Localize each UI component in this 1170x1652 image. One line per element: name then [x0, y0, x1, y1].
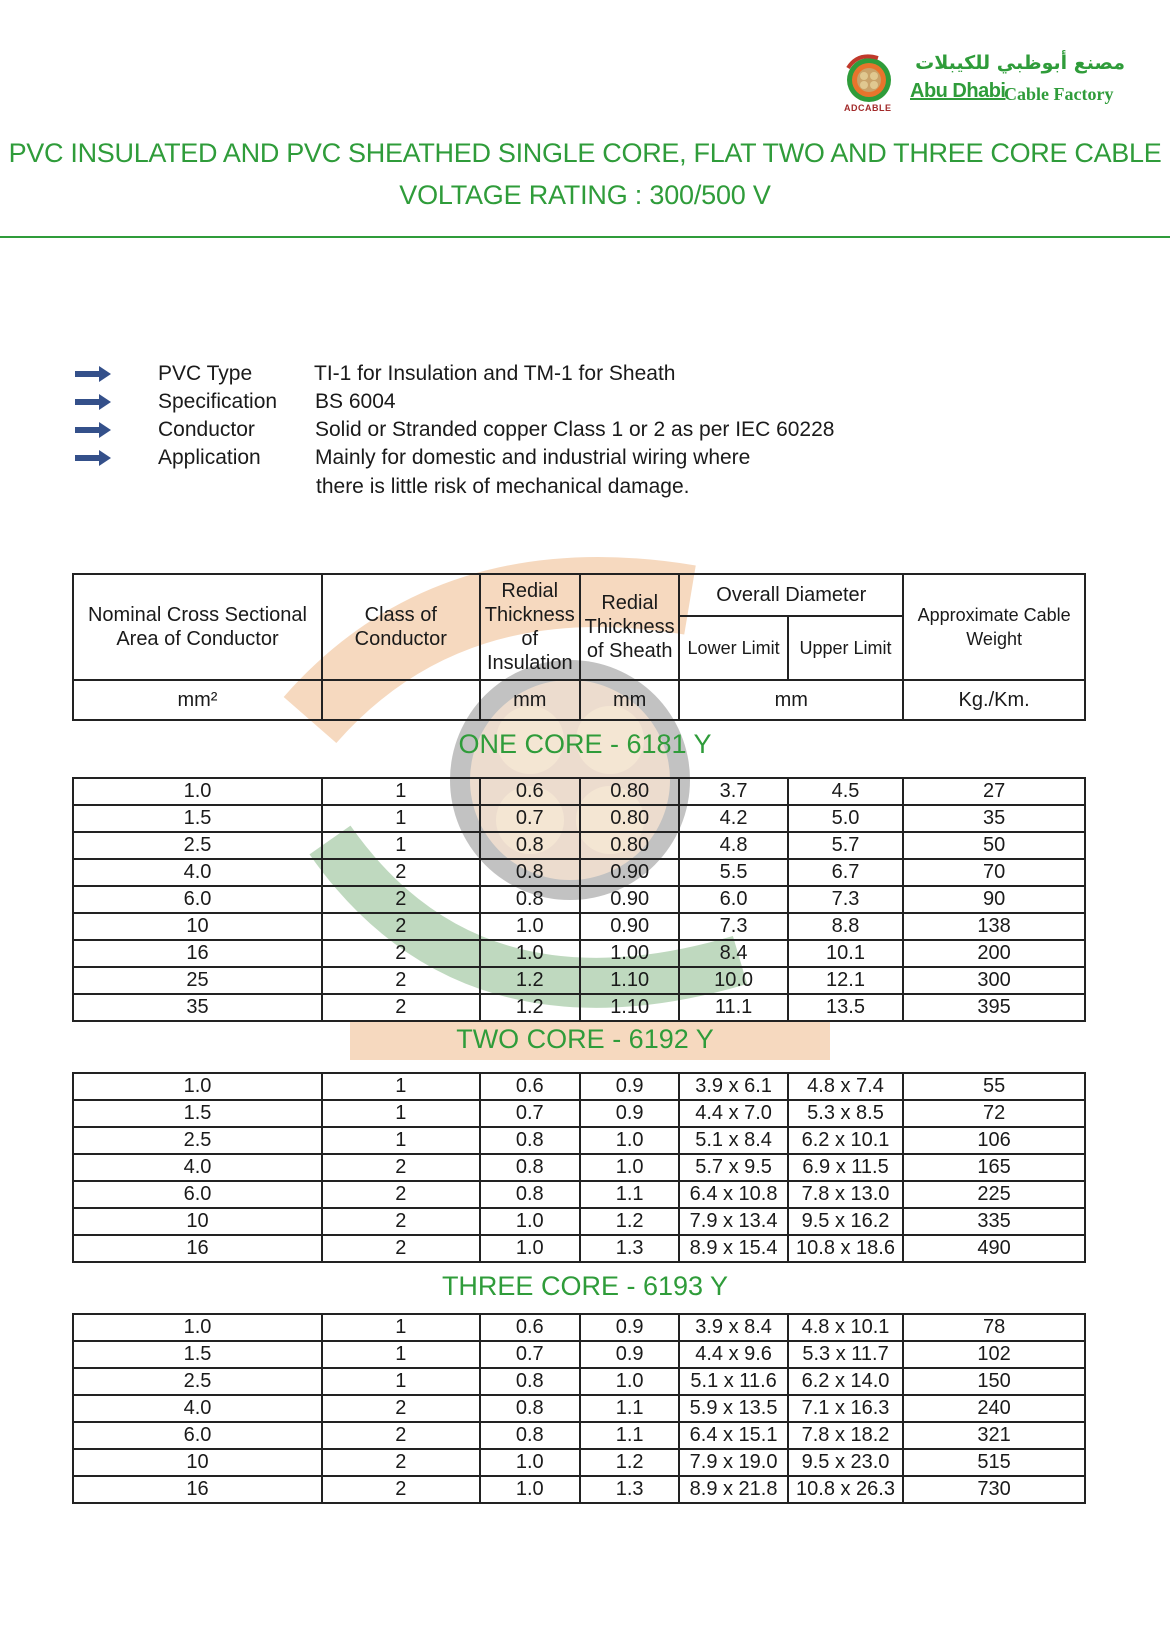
- cell-area: 10: [73, 913, 322, 940]
- arabic-company-name: مصنع أبوظبي للكيبلات: [915, 52, 1125, 74]
- cell-weight: 55: [903, 1073, 1085, 1100]
- unit-weight: Kg./Km.: [903, 680, 1085, 720]
- section-title-three-core: THREE CORE - 6193 Y: [441, 1271, 729, 1301]
- header-insulation: Redial Thickness of Insulation: [480, 574, 580, 680]
- cell-area: 1.0: [73, 778, 322, 805]
- unit-sheath: mm: [580, 680, 679, 720]
- cell-class: 2: [322, 967, 480, 994]
- cell-area: 6.0: [73, 1181, 322, 1208]
- cell-class: 2: [322, 1154, 480, 1181]
- cell-area: 4.0: [73, 859, 322, 886]
- cell-weight: 515: [903, 1449, 1085, 1476]
- cell-class: 2: [322, 940, 480, 967]
- cell-sheath: 0.9: [580, 1073, 679, 1100]
- table-row: [73, 1154, 1085, 1181]
- cell-upper-limit: 4.8 x 7.4: [788, 1073, 903, 1100]
- cell-weight: 225: [903, 1181, 1085, 1208]
- section-title-one-core: ONE CORE - 6181 Y: [458, 729, 712, 759]
- cell-upper-limit: 7.3: [788, 886, 903, 913]
- company-logo: [838, 50, 1128, 116]
- arrow-right-icon: [75, 366, 111, 382]
- cell-weight: 730: [903, 1476, 1085, 1503]
- cell-upper-limit: 6.2 x 10.1: [788, 1127, 903, 1154]
- cell-area: 4.0: [73, 1154, 322, 1181]
- cell-class: 1: [322, 778, 480, 805]
- cell-lower-limit: 3.9 x 6.1: [679, 1073, 787, 1100]
- page-title: PVC INSULATED AND PVC SHEATHED SINGLE CORE, FLAT TWO AND THREE CORE CABLE: [8, 138, 1162, 168]
- cell-sheath: 1.3: [580, 1476, 679, 1503]
- cell-weight: 395: [903, 994, 1085, 1021]
- cell-insulation: 0.7: [480, 1100, 580, 1127]
- spec-table-header: [72, 573, 1086, 721]
- cell-sheath: 0.90: [580, 859, 679, 886]
- cell-class: 2: [322, 1422, 480, 1449]
- cell-area: 1.5: [73, 805, 322, 832]
- cell-sheath: 1.0: [580, 1127, 679, 1154]
- spec-value: Mainly for domestic and industrial wiring where: [315, 446, 751, 469]
- table-row: [73, 832, 1085, 859]
- cell-sheath: 0.80: [580, 805, 679, 832]
- cell-sheath: 1.3: [580, 1235, 679, 1262]
- cell-sheath: 1.1: [580, 1181, 679, 1208]
- cell-weight: 50: [903, 832, 1085, 859]
- cell-upper-limit: 4.8 x 10.1: [788, 1314, 903, 1341]
- cell-weight: 150: [903, 1368, 1085, 1395]
- unit-class: [322, 680, 480, 720]
- cell-insulation: 0.6: [480, 778, 580, 805]
- cell-area: 1.5: [73, 1100, 322, 1127]
- cell-weight: 27: [903, 778, 1085, 805]
- voltage-rating: VOLTAGE RATING : 300/500 V: [399, 180, 771, 210]
- cell-insulation: 0.7: [480, 1341, 580, 1368]
- cell-upper-limit: 6.7: [788, 859, 903, 886]
- cell-insulation: 0.8: [480, 859, 580, 886]
- cell-lower-limit: 11.1: [679, 994, 787, 1021]
- cell-sheath: 0.80: [580, 832, 679, 859]
- arrow-right-icon: [75, 422, 111, 438]
- cell-lower-limit: 5.7 x 9.5: [679, 1154, 787, 1181]
- cell-upper-limit: 6.9 x 11.5: [788, 1154, 903, 1181]
- spec-label: Specification: [158, 390, 278, 413]
- cell-sheath: 1.00: [580, 940, 679, 967]
- cell-lower-limit: 6.0: [679, 886, 787, 913]
- cell-area: 16: [73, 1235, 322, 1262]
- cell-upper-limit: 10.1: [788, 940, 903, 967]
- table-row: [73, 1100, 1085, 1127]
- cell-sheath: 1.1: [580, 1395, 679, 1422]
- spec-label: PVC Type: [158, 362, 253, 385]
- cell-lower-limit: 4.4 x 7.0: [679, 1100, 787, 1127]
- cell-area: 10: [73, 1449, 322, 1476]
- cell-sheath: 0.9: [580, 1314, 679, 1341]
- table-row: [73, 1341, 1085, 1368]
- cell-insulation: 0.8: [480, 1395, 580, 1422]
- cell-area: 6.0: [73, 886, 322, 913]
- cell-lower-limit: 6.4 x 10.8: [679, 1181, 787, 1208]
- header-weight: Approximate Cable Weight: [903, 574, 1085, 680]
- cell-lower-limit: 8.9 x 21.8: [679, 1476, 787, 1503]
- cell-sheath: 1.10: [580, 994, 679, 1021]
- header-lower-limit: Lower Limit: [679, 616, 787, 680]
- table-two-core: [72, 1072, 1086, 1263]
- cell-area: 4.0: [73, 1395, 322, 1422]
- cell-upper-limit: 4.5: [788, 778, 903, 805]
- cell-insulation: 0.7: [480, 805, 580, 832]
- cell-insulation: 0.8: [480, 1127, 580, 1154]
- cell-insulation: 1.0: [480, 1476, 580, 1503]
- header-overall-diameter: Overall Diameter: [679, 574, 903, 616]
- cell-weight: 102: [903, 1341, 1085, 1368]
- cell-insulation: 0.8: [480, 832, 580, 859]
- unit-diameter: mm: [679, 680, 903, 720]
- company-name-sub: Cable Factory: [1004, 84, 1114, 104]
- cell-area: 16: [73, 1476, 322, 1503]
- cell-class: 1: [322, 805, 480, 832]
- spec-value: BS 6004: [315, 390, 396, 413]
- cell-lower-limit: 8.4: [679, 940, 787, 967]
- cell-upper-limit: 8.8: [788, 913, 903, 940]
- cell-lower-limit: 3.9 x 8.4: [679, 1314, 787, 1341]
- cell-class: 2: [322, 1449, 480, 1476]
- cell-class: 2: [322, 886, 480, 913]
- table-row: [73, 1181, 1085, 1208]
- cell-weight: 106: [903, 1127, 1085, 1154]
- cell-insulation: 1.0: [480, 913, 580, 940]
- cell-insulation: 0.6: [480, 1073, 580, 1100]
- cell-upper-limit: 12.1: [788, 967, 903, 994]
- cell-insulation: 1.0: [480, 1208, 580, 1235]
- company-name-main: Abu Dhabi: [910, 80, 1006, 102]
- cell-weight: 321: [903, 1422, 1085, 1449]
- cell-area: 6.0: [73, 1422, 322, 1449]
- table-row: [73, 1314, 1085, 1341]
- cell-lower-limit: 5.9 x 13.5: [679, 1395, 787, 1422]
- table-row: [73, 1368, 1085, 1395]
- cell-weight: 240: [903, 1395, 1085, 1422]
- cell-sheath: 0.9: [580, 1100, 679, 1127]
- cell-upper-limit: 5.7: [788, 832, 903, 859]
- cell-sheath: 0.80: [580, 778, 679, 805]
- cell-area: 35: [73, 994, 322, 1021]
- title-divider: [0, 236, 1170, 238]
- cell-upper-limit: 9.5 x 16.2: [788, 1208, 903, 1235]
- table-row: [73, 913, 1085, 940]
- cell-sheath: 1.2: [580, 1208, 679, 1235]
- cell-weight: 72: [903, 1100, 1085, 1127]
- spec-label: Conductor: [158, 418, 255, 441]
- table-row: [73, 886, 1085, 913]
- cell-insulation: 1.0: [480, 940, 580, 967]
- cell-area: 16: [73, 940, 322, 967]
- cell-lower-limit: 4.2: [679, 805, 787, 832]
- cell-lower-limit: 4.8: [679, 832, 787, 859]
- cell-area: 10: [73, 1208, 322, 1235]
- cell-area: 2.5: [73, 832, 322, 859]
- cell-insulation: 1.0: [480, 1235, 580, 1262]
- cell-lower-limit: 6.4 x 15.1: [679, 1422, 787, 1449]
- spec-label: Application: [158, 446, 261, 469]
- emblem-text: ADCABLE: [844, 103, 892, 113]
- cell-lower-limit: 7.9 x 13.4: [679, 1208, 787, 1235]
- arrow-right-icon: [75, 450, 111, 466]
- table-row: [73, 805, 1085, 832]
- cell-sheath: 1.0: [580, 1154, 679, 1181]
- table-row: [73, 1235, 1085, 1262]
- table-row: [73, 940, 1085, 967]
- cell-class: 2: [322, 1395, 480, 1422]
- cell-class: 2: [322, 1208, 480, 1235]
- cell-area: 2.5: [73, 1368, 322, 1395]
- cell-lower-limit: 5.1 x 11.6: [679, 1368, 787, 1395]
- table-row: [73, 859, 1085, 886]
- header-area: Nominal Cross Sectional Area of Conductor: [73, 574, 322, 680]
- table-row: [73, 994, 1085, 1021]
- arrow-right-icon: [75, 394, 111, 410]
- cell-lower-limit: 10.0: [679, 967, 787, 994]
- cell-insulation: 0.8: [480, 1181, 580, 1208]
- cell-insulation: 0.6: [480, 1314, 580, 1341]
- header-sheath: Redial Thickness of Sheath: [580, 574, 679, 680]
- cell-class: 2: [322, 859, 480, 886]
- cell-upper-limit: 6.2 x 14.0: [788, 1368, 903, 1395]
- cell-area: 1.0: [73, 1073, 322, 1100]
- cell-sheath: 1.1: [580, 1422, 679, 1449]
- table-row: [73, 1208, 1085, 1235]
- cell-class: 2: [322, 1235, 480, 1262]
- cell-class: 2: [322, 913, 480, 940]
- cell-sheath: 1.0: [580, 1368, 679, 1395]
- cell-sheath: 1.2: [580, 1449, 679, 1476]
- cell-lower-limit: 8.9 x 15.4: [679, 1235, 787, 1262]
- cell-insulation: 0.8: [480, 1422, 580, 1449]
- table-row: [73, 967, 1085, 994]
- cell-upper-limit: 5.3 x 11.7: [788, 1341, 903, 1368]
- cell-insulation: 1.2: [480, 967, 580, 994]
- cell-class: 2: [322, 1181, 480, 1208]
- unit-insulation: mm: [480, 680, 580, 720]
- cell-class: 1: [322, 1314, 480, 1341]
- cell-sheath: 1.10: [580, 967, 679, 994]
- cell-weight: 78: [903, 1314, 1085, 1341]
- table-row: [73, 1476, 1085, 1503]
- cell-weight: 335: [903, 1208, 1085, 1235]
- cell-lower-limit: 7.9 x 19.0: [679, 1449, 787, 1476]
- cell-upper-limit: 7.8 x 18.2: [788, 1422, 903, 1449]
- cell-upper-limit: 10.8 x 26.3: [788, 1476, 903, 1503]
- cell-upper-limit: 7.8 x 13.0: [788, 1181, 903, 1208]
- cell-upper-limit: 9.5 x 23.0: [788, 1449, 903, 1476]
- table-three-core: [72, 1313, 1086, 1504]
- spec-value: TI-1 for Insulation and TM-1 for Sheath: [314, 362, 676, 385]
- table-row: [73, 1422, 1085, 1449]
- cell-upper-limit: 5.3 x 8.5: [788, 1100, 903, 1127]
- cell-weight: 138: [903, 913, 1085, 940]
- cell-lower-limit: 5.1 x 8.4: [679, 1127, 787, 1154]
- cell-class: 1: [322, 1100, 480, 1127]
- cell-weight: 200: [903, 940, 1085, 967]
- cell-insulation: 0.8: [480, 886, 580, 913]
- cell-weight: 70: [903, 859, 1085, 886]
- cell-class: 1: [322, 1127, 480, 1154]
- cell-lower-limit: 4.4 x 9.6: [679, 1341, 787, 1368]
- cell-weight: 300: [903, 967, 1085, 994]
- cell-area: 1.5: [73, 1341, 322, 1368]
- spec-application-continued: there is little risk of mechanical damage.: [316, 475, 690, 498]
- cell-insulation: 0.8: [480, 1368, 580, 1395]
- table-row: [73, 1073, 1085, 1100]
- cell-class: 1: [322, 1073, 480, 1100]
- table-one-core: [72, 777, 1086, 1022]
- cell-sheath: 0.90: [580, 913, 679, 940]
- header-class: Class of Conductor: [322, 574, 480, 680]
- spec-value: Solid or Stranded copper Class 1 or 2 as per IEC 60228: [315, 418, 835, 441]
- cell-class: 2: [322, 994, 480, 1021]
- header-upper-limit: Upper Limit: [788, 616, 903, 680]
- cell-lower-limit: 3.7: [679, 778, 787, 805]
- cell-upper-limit: 10.8 x 18.6: [788, 1235, 903, 1262]
- cell-class: 1: [322, 1341, 480, 1368]
- cell-weight: 490: [903, 1235, 1085, 1262]
- cell-area: 1.0: [73, 1314, 322, 1341]
- cell-class: 1: [322, 832, 480, 859]
- cell-area: 25: [73, 967, 322, 994]
- cell-upper-limit: 5.0: [788, 805, 903, 832]
- section-title-two-core: TWO CORE - 6192 Y: [456, 1024, 714, 1054]
- cell-lower-limit: 5.5: [679, 859, 787, 886]
- cell-insulation: 0.8: [480, 1154, 580, 1181]
- cell-weight: 90: [903, 886, 1085, 913]
- cell-upper-limit: 13.5: [788, 994, 903, 1021]
- cell-sheath: 0.90: [580, 886, 679, 913]
- cell-class: 2: [322, 1476, 480, 1503]
- cell-weight: 165: [903, 1154, 1085, 1181]
- cell-weight: 35: [903, 805, 1085, 832]
- table-row: [73, 778, 1085, 805]
- cell-sheath: 0.9: [580, 1341, 679, 1368]
- table-row: [73, 1449, 1085, 1476]
- table-row: [73, 1127, 1085, 1154]
- cell-insulation: 1.2: [480, 994, 580, 1021]
- cell-upper-limit: 7.1 x 16.3: [788, 1395, 903, 1422]
- cell-class: 1: [322, 1368, 480, 1395]
- cell-area: 2.5: [73, 1127, 322, 1154]
- table-row: [73, 1395, 1085, 1422]
- unit-area: mm²: [73, 680, 322, 720]
- cell-insulation: 1.0: [480, 1449, 580, 1476]
- cell-lower-limit: 7.3: [679, 913, 787, 940]
